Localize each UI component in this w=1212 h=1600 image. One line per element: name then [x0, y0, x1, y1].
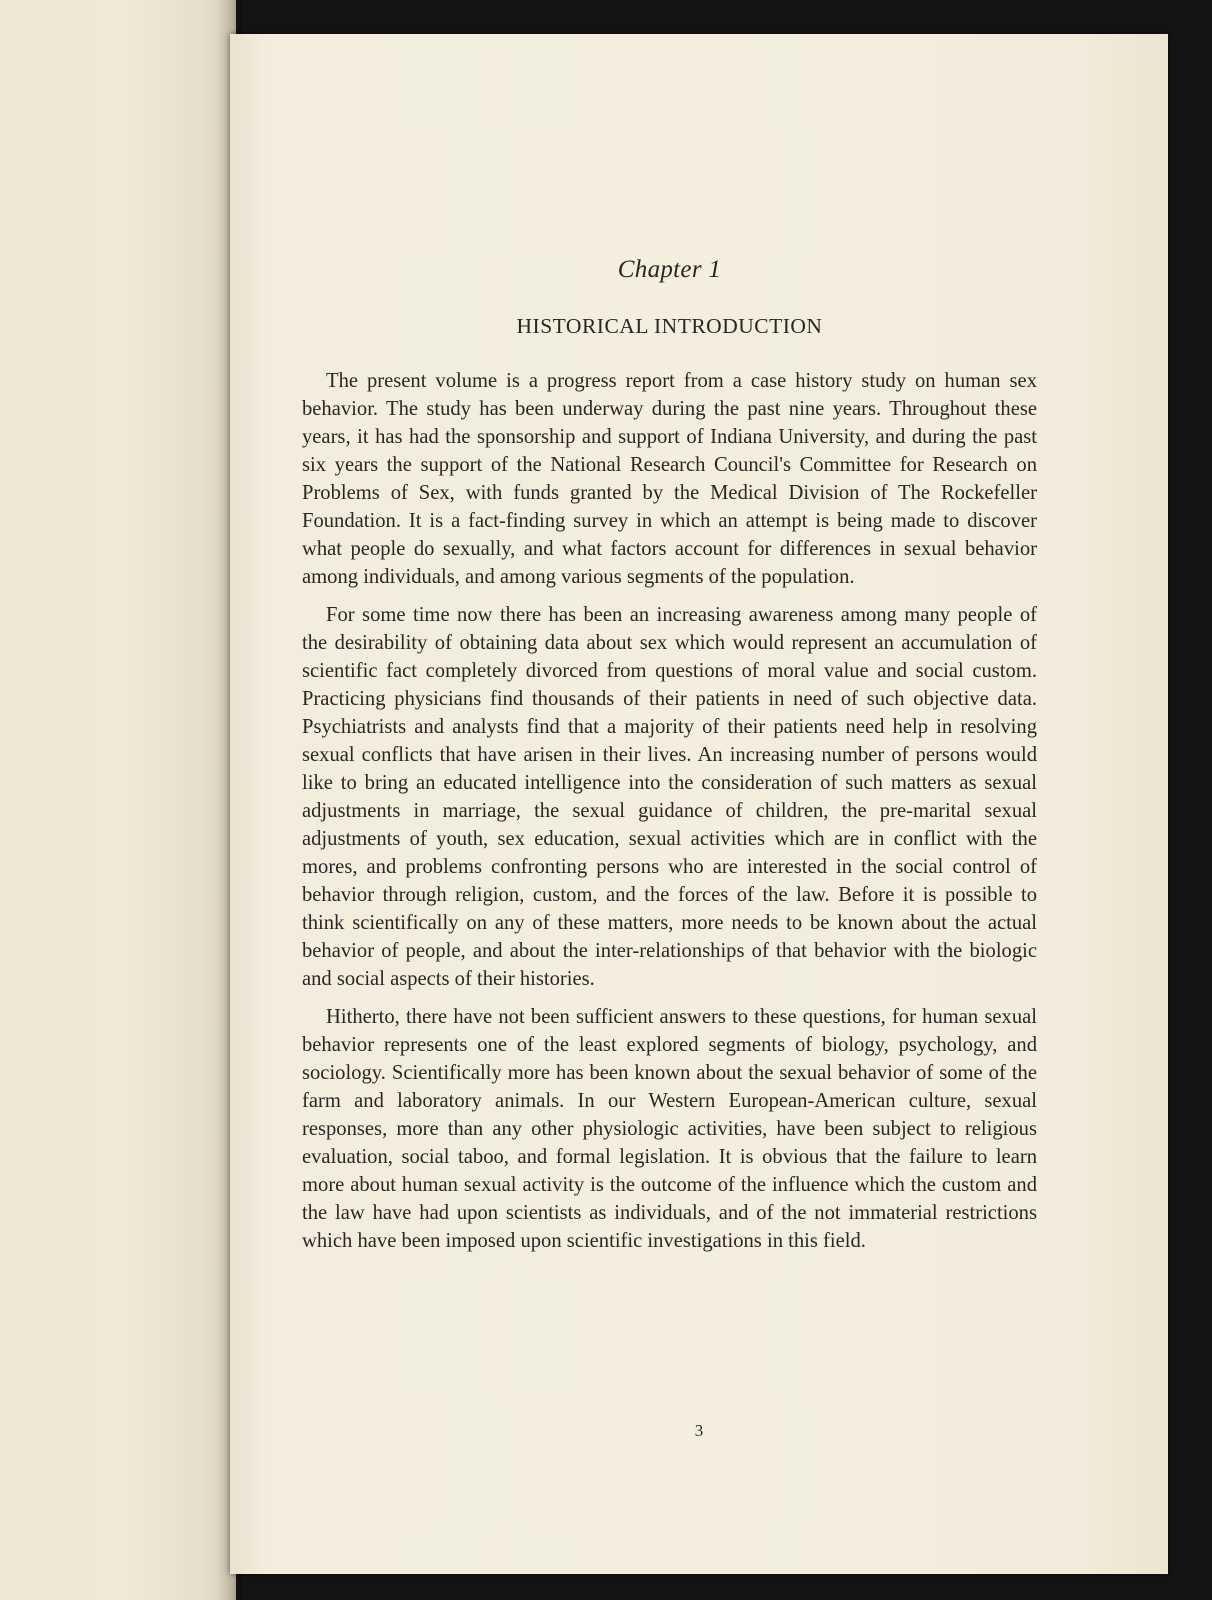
left-page-edge — [0, 0, 236, 1600]
page-text-block — [302, 256, 1037, 1265]
book-page — [230, 34, 1168, 1574]
chapter-title: HISTORICAL INTRODUCTION — [516, 314, 823, 338]
chapter-label: Chapter 1 — [617, 256, 722, 283]
paragraph-1: The present volume is a progress report from a case history study on human sex behavior. The study has been underway during the past nine years. Throughout these years, it has had the sponsorship and support of Indiana University, and during the past six years the support of the National Research Council's Committee for Research on Problems of Sex, with funds granted by the Medical Division of The Rockefeller Foundation. It is a fact-finding survey in which an attempt is being made to discover what people do sexually, and what factors account for differences in sexual behavior among individuals, and among various segments of the population. — [302, 370, 1037, 588]
paragraph-2: For some time now there has been an increasing awareness among many people of the desirability of obtaining data about sex which would represent an accumulation of scientific fact completely divorced from questions of moral value and social custom. Practicing physicians find thousands of their patients in need of such objective data. Psychiatrists and analysts find that a majority of their patients need help in resolving sexual conflicts that have arisen in their lives. An increasing number of persons would like to bring an educated intelligence into the consideration of such matters as sexual adjustments in marriage, the sexual guidance of children, the pre-marital sexual adjustments of youth, sex education, sexual activities which are in conflict with the mores, and problems confronting persons who are interested in the social control of behavior through religion, custom, and the forces of the law. Before it is possible to think scientifically on any of these matters, more needs to be known about the actual behavior of people, and about the inter-relationships of that behavior with the biologic and social aspects of their histories. — [302, 604, 1037, 990]
paragraph-3: Hitherto, there have not been sufficient answers to these questions, for human sexual behavior represents one of the least explored segments of biology, psychology, and sociology. Scientifically more has been known about the sexual behavior of some of the farm and laboratory animals. In our Western European-American culture, sexual responses, more than any other physiologic activities, have been subject to religious evaluation, social taboo, and formal legislation. It is obvious that the failure to learn more about human sexual activity is the outcome of the influence which the custom and the law have had upon scientists as individuals, and of the not immaterial restrictions which have been imposed upon scientific investigations in this field. — [302, 1006, 1037, 1252]
page-number: 3 — [694, 1421, 704, 1440]
